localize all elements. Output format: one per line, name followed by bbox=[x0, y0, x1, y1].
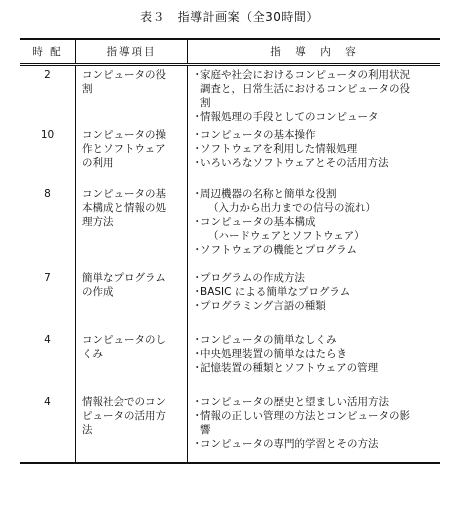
bullet-icon: ・ bbox=[192, 156, 203, 169]
table-row bbox=[20, 331, 440, 393]
table-row bbox=[20, 269, 440, 331]
hours-cell: 10 bbox=[20, 126, 76, 185]
content-line bbox=[192, 110, 436, 124]
content-line bbox=[192, 299, 436, 313]
content-line bbox=[192, 361, 436, 375]
content-line bbox=[192, 201, 436, 215]
hours-cell: 2 bbox=[20, 65, 76, 126]
bullet-icon: ・ bbox=[192, 128, 203, 141]
bullet-icon: ・ bbox=[192, 333, 203, 346]
item-line: 簡単なプログラム bbox=[82, 271, 166, 284]
content-text: いろいろなソフトウェアとその活用方法 bbox=[200, 156, 389, 169]
bullet-icon: ・ bbox=[192, 409, 203, 422]
content-text: ソフトウェアの機能とプログラム bbox=[200, 243, 357, 256]
item-line: 理方法 bbox=[82, 215, 114, 228]
item-line: コンピュータのし bbox=[82, 333, 166, 346]
content-line bbox=[192, 96, 436, 110]
content-line bbox=[192, 243, 436, 257]
content-line bbox=[192, 285, 436, 299]
hours-cell: 7 bbox=[20, 269, 76, 331]
bullet-icon: ・ bbox=[192, 395, 203, 408]
content-line bbox=[192, 423, 436, 437]
bullet-icon: ・ bbox=[192, 215, 203, 228]
content-text: 情報処理の手段としてのコンピュータ bbox=[200, 111, 379, 123]
bullet-icon: ・ bbox=[192, 285, 203, 298]
content-text: （入力から出力までの信号の流れ） bbox=[208, 201, 376, 214]
content-text: 家庭や社会におけるコンピュータの利用状況 bbox=[200, 69, 410, 81]
content-text: 響 bbox=[200, 423, 211, 436]
bullet-icon: ・ bbox=[192, 361, 203, 374]
content-text: 記憶装置の種類とソフトウェアの管理 bbox=[200, 361, 379, 374]
content-cell bbox=[188, 269, 441, 331]
content-line bbox=[192, 347, 436, 361]
table-row bbox=[20, 185, 440, 269]
content-line bbox=[192, 68, 436, 82]
content-line bbox=[192, 215, 436, 229]
content-line bbox=[192, 409, 436, 423]
table-row bbox=[20, 126, 440, 185]
item-cell bbox=[76, 393, 188, 463]
bullet-icon: ・ bbox=[192, 271, 203, 284]
content-text: コンピュータの基本操作 bbox=[200, 128, 316, 141]
item-cell bbox=[76, 185, 188, 269]
table-body bbox=[20, 65, 440, 463]
content-line bbox=[192, 82, 436, 96]
item-line: 割 bbox=[82, 83, 93, 95]
content-text: プログラムの作成方法 bbox=[200, 271, 305, 284]
bullet-icon: ・ bbox=[192, 243, 203, 256]
item-line: 作とソフトウェア bbox=[82, 142, 166, 155]
item-cell bbox=[76, 126, 188, 185]
content-line bbox=[192, 156, 436, 170]
content-cell bbox=[188, 65, 441, 126]
item-line: コンピュータの基 bbox=[82, 187, 166, 200]
content-cell bbox=[188, 185, 441, 269]
content-line bbox=[192, 333, 436, 347]
content-text: プログラミング言語の種類 bbox=[200, 299, 326, 312]
content-line bbox=[192, 128, 436, 142]
item-line: くみ bbox=[82, 347, 103, 360]
item-line: コンピュータの操 bbox=[82, 128, 166, 141]
item-line: コンピュータの役 bbox=[82, 69, 166, 81]
item-line: ピュータの活用方 bbox=[82, 409, 166, 422]
header-row bbox=[20, 39, 440, 65]
hours-cell: 8 bbox=[20, 185, 76, 269]
bullet-icon: ・ bbox=[192, 187, 203, 200]
item-line: 法 bbox=[82, 423, 93, 436]
bullet-icon: ・ bbox=[192, 299, 203, 312]
header-hours: 時 配 bbox=[20, 39, 76, 65]
hours-cell: 4 bbox=[20, 393, 76, 463]
plan-table bbox=[20, 38, 440, 464]
content-text: 割 bbox=[200, 97, 211, 109]
content-text: 周辺機器の名称と簡単な役割 bbox=[200, 187, 337, 200]
item-cell bbox=[76, 65, 188, 126]
content-text: （ハードウェアとソフトウェア） bbox=[208, 229, 365, 242]
content-text: コンピュータの簡単なしくみ bbox=[200, 333, 337, 346]
content-text: 情報の正しい管理の方法とコンピュータの影 bbox=[200, 409, 410, 422]
bullet-icon: ・ bbox=[192, 347, 203, 360]
content-line bbox=[192, 437, 436, 451]
content-text: ソフトウェアを利用した情報処理 bbox=[200, 142, 358, 155]
content-text: コンピュータの基本構成 bbox=[200, 215, 316, 228]
bullet-icon: ・ bbox=[192, 111, 203, 123]
content-cell bbox=[188, 126, 441, 185]
hours-cell: 4 bbox=[20, 331, 76, 393]
table-row bbox=[20, 393, 440, 463]
content-text: コンピュータの専門的学習とその方法 bbox=[200, 437, 379, 450]
table-title: 表３ 指導計画案（全30時間） bbox=[140, 10, 319, 24]
content-cell bbox=[188, 331, 441, 393]
content-line bbox=[192, 271, 436, 285]
content-text: BASIC による簡単なプログラム bbox=[200, 285, 351, 298]
item-line: の利用 bbox=[82, 156, 114, 169]
table-row bbox=[20, 65, 440, 126]
content-text: 調査と，日常生活におけるコンピュータの役 bbox=[200, 83, 410, 95]
header-item: 指導項目 bbox=[76, 39, 188, 65]
content-line bbox=[192, 142, 436, 156]
bullet-icon: ・ bbox=[192, 437, 203, 450]
content-line bbox=[192, 229, 436, 243]
content-cell bbox=[188, 393, 441, 463]
item-line: の作成 bbox=[82, 285, 114, 298]
item-cell bbox=[76, 269, 188, 331]
item-line: 情報社会でのコン bbox=[82, 395, 166, 408]
content-line bbox=[192, 395, 436, 409]
header-content: 指 導 内 容 bbox=[188, 39, 441, 65]
bullet-icon: ・ bbox=[192, 69, 203, 81]
content-text: 中央処理装置の簡単なはたらき bbox=[200, 347, 347, 360]
bullet-icon: ・ bbox=[192, 142, 203, 155]
content-line bbox=[192, 187, 436, 201]
content-text: コンピュータの歴史と望ましい活用方法 bbox=[200, 395, 389, 408]
item-cell bbox=[76, 331, 188, 393]
item-line: 本構成と情報の処 bbox=[82, 201, 166, 214]
